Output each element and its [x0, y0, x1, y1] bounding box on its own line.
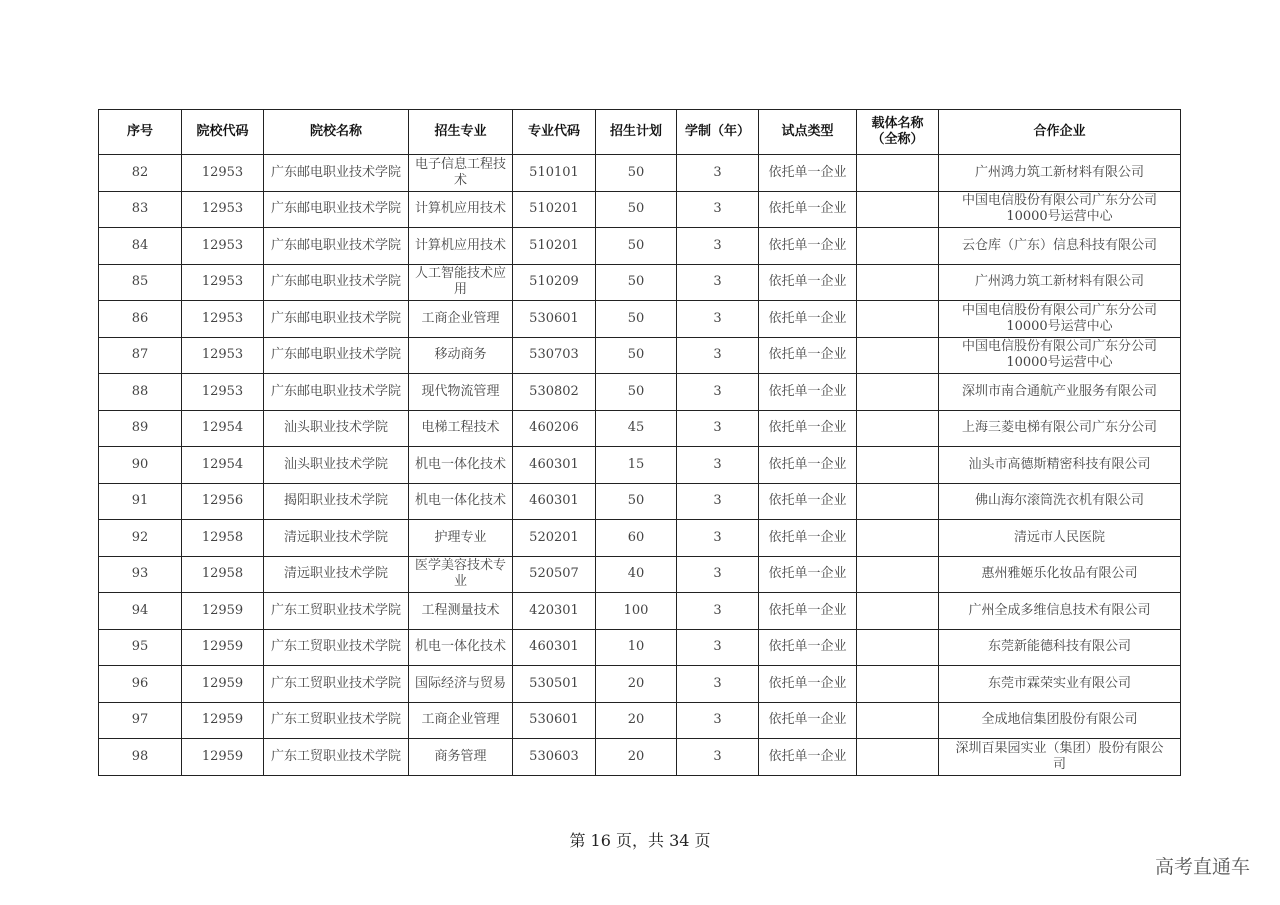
- cell-major: 计算机应用技术: [409, 191, 513, 228]
- cell-index: 83: [99, 191, 182, 228]
- header-school-name: 院校名称: [264, 110, 409, 155]
- header-plan: 招生计划: [596, 110, 677, 155]
- cell-carrier-name: [857, 155, 939, 192]
- cell-index: 92: [99, 520, 182, 557]
- cell-plan: 15: [596, 447, 677, 484]
- cell-school-code: 12953: [182, 264, 264, 301]
- table-row: [99, 337, 1181, 374]
- cell-partner: 云仓库（广东）信息科技有限公司: [939, 228, 1181, 265]
- cell-major-code: 460301: [513, 483, 596, 520]
- cell-partner: 深圳百果园实业（集团）股份有限公司: [939, 739, 1181, 776]
- cell-pilot-type: 依托单一企业: [759, 374, 857, 411]
- cell-school-code: 12958: [182, 520, 264, 557]
- cell-pilot-type: 依托单一企业: [759, 556, 857, 593]
- cell-school-code: 12959: [182, 593, 264, 630]
- cell-duration: 3: [677, 666, 759, 703]
- cell-school-code: 12959: [182, 739, 264, 776]
- cell-school-name: 汕头职业技术学院: [264, 447, 409, 484]
- table-row: [99, 264, 1181, 301]
- cell-pilot-type: 依托单一企业: [759, 593, 857, 630]
- cell-carrier-name: [857, 374, 939, 411]
- cell-major: 人工智能技术应用: [409, 264, 513, 301]
- cell-duration: 3: [677, 702, 759, 739]
- cell-major-code: 460206: [513, 410, 596, 447]
- cell-partner: 佛山海尔滚筒洗衣机有限公司: [939, 483, 1181, 520]
- cell-index: 95: [99, 629, 182, 666]
- cell-duration: 3: [677, 374, 759, 411]
- cell-duration: 3: [677, 739, 759, 776]
- table-row: [99, 410, 1181, 447]
- cell-partner: 汕头市高德斯精密科技有限公司: [939, 447, 1181, 484]
- cell-major: 商务管理: [409, 739, 513, 776]
- cell-carrier-name: [857, 629, 939, 666]
- cell-plan: 20: [596, 702, 677, 739]
- cell-duration: 3: [677, 629, 759, 666]
- cell-plan: 50: [596, 337, 677, 374]
- table-row: [99, 191, 1181, 228]
- cell-plan: 100: [596, 593, 677, 630]
- cell-duration: 3: [677, 483, 759, 520]
- cell-partner: 上海三菱电梯有限公司广东分公司: [939, 410, 1181, 447]
- cell-school-name: 广东工贸职业技术学院: [264, 593, 409, 630]
- header-partner: 合作企业: [939, 110, 1181, 155]
- cell-major-code: 530501: [513, 666, 596, 703]
- cell-major-code: 520201: [513, 520, 596, 557]
- cell-school-name: 广东邮电职业技术学院: [264, 301, 409, 338]
- table-row: [99, 629, 1181, 666]
- cell-partner: 东莞新能德科技有限公司: [939, 629, 1181, 666]
- cell-partner: 清远市人民医院: [939, 520, 1181, 557]
- cell-partner: 广州鸿力筑工新材料有限公司: [939, 264, 1181, 301]
- cell-carrier-name: [857, 337, 939, 374]
- cell-pilot-type: 依托单一企业: [759, 520, 857, 557]
- cell-index: 87: [99, 337, 182, 374]
- cell-carrier-name: [857, 410, 939, 447]
- cell-school-code: 12953: [182, 337, 264, 374]
- cell-major: 现代物流管理: [409, 374, 513, 411]
- cell-pilot-type: 依托单一企业: [759, 702, 857, 739]
- cell-plan: 50: [596, 374, 677, 411]
- cell-partner: 中国电信股份有限公司广东分公司10000号运营中心: [939, 301, 1181, 338]
- cell-school-name: 广东邮电职业技术学院: [264, 155, 409, 192]
- cell-major: 国际经济与贸易: [409, 666, 513, 703]
- cell-index: 82: [99, 155, 182, 192]
- cell-plan: 20: [596, 739, 677, 776]
- cell-duration: 3: [677, 593, 759, 630]
- table-body: [99, 155, 1181, 776]
- cell-partner: 深圳市南合通航产业服务有限公司: [939, 374, 1181, 411]
- header-carrier-name: 载体名称（全称）: [857, 110, 939, 155]
- cell-major-code: 530603: [513, 739, 596, 776]
- cell-pilot-type: 依托单一企业: [759, 666, 857, 703]
- cell-pilot-type: 依托单一企业: [759, 447, 857, 484]
- cell-plan: 50: [596, 228, 677, 265]
- header-duration: 学制（年）: [677, 110, 759, 155]
- cell-pilot-type: 依托单一企业: [759, 410, 857, 447]
- cell-school-code: 12953: [182, 301, 264, 338]
- cell-carrier-name: [857, 666, 939, 703]
- cell-index: 98: [99, 739, 182, 776]
- cell-partner: 广州全成多维信息技术有限公司: [939, 593, 1181, 630]
- header-major-code: 专业代码: [513, 110, 596, 155]
- cell-carrier-name: [857, 739, 939, 776]
- cell-pilot-type: 依托单一企业: [759, 337, 857, 374]
- cell-carrier-name: [857, 264, 939, 301]
- cell-school-name: 清远职业技术学院: [264, 520, 409, 557]
- cell-index: 86: [99, 301, 182, 338]
- cell-carrier-name: [857, 228, 939, 265]
- cell-school-code: 12953: [182, 191, 264, 228]
- table-row: [99, 155, 1181, 192]
- cell-pilot-type: 依托单一企业: [759, 483, 857, 520]
- cell-pilot-type: 依托单一企业: [759, 155, 857, 192]
- cell-pilot-type: 依托单一企业: [759, 739, 857, 776]
- cell-school-code: 12959: [182, 666, 264, 703]
- cell-duration: 3: [677, 264, 759, 301]
- cell-school-code: 12953: [182, 155, 264, 192]
- cell-school-name: 汕头职业技术学院: [264, 410, 409, 447]
- cell-major: 护理专业: [409, 520, 513, 557]
- cell-partner: 东莞市霖荣实业有限公司: [939, 666, 1181, 703]
- cell-carrier-name: [857, 191, 939, 228]
- cell-index: 93: [99, 556, 182, 593]
- cell-major: 工程测量技术: [409, 593, 513, 630]
- cell-school-name: 广东邮电职业技术学院: [264, 337, 409, 374]
- cell-school-code: 12959: [182, 629, 264, 666]
- table-row: [99, 301, 1181, 338]
- enrollment-table: [98, 109, 1181, 776]
- cell-index: 90: [99, 447, 182, 484]
- cell-school-name: 广东工贸职业技术学院: [264, 739, 409, 776]
- cell-plan: 50: [596, 301, 677, 338]
- cell-carrier-name: [857, 483, 939, 520]
- cell-index: 97: [99, 702, 182, 739]
- cell-duration: 3: [677, 301, 759, 338]
- cell-plan: 45: [596, 410, 677, 447]
- cell-duration: 3: [677, 337, 759, 374]
- cell-duration: 3: [677, 410, 759, 447]
- cell-major-code: 460301: [513, 447, 596, 484]
- header-major: 招生专业: [409, 110, 513, 155]
- cell-partner: 中国电信股份有限公司广东分公司10000号运营中心: [939, 191, 1181, 228]
- cell-school-name: 广东工贸职业技术学院: [264, 702, 409, 739]
- cell-school-name: 广东邮电职业技术学院: [264, 374, 409, 411]
- cell-plan: 10: [596, 629, 677, 666]
- cell-carrier-name: [857, 702, 939, 739]
- cell-school-code: 12954: [182, 447, 264, 484]
- cell-partner: 广州鸿力筑工新材料有限公司: [939, 155, 1181, 192]
- cell-duration: 3: [677, 447, 759, 484]
- cell-major-code: 510101: [513, 155, 596, 192]
- cell-school-name: 广东工贸职业技术学院: [264, 629, 409, 666]
- table-row: [99, 520, 1181, 557]
- cell-duration: 3: [677, 520, 759, 557]
- cell-major-code: 510209: [513, 264, 596, 301]
- cell-major: 工商企业管理: [409, 702, 513, 739]
- cell-school-name: 揭阳职业技术学院: [264, 483, 409, 520]
- cell-index: 94: [99, 593, 182, 630]
- cell-major-code: 530802: [513, 374, 596, 411]
- cell-major-code: 530703: [513, 337, 596, 374]
- cell-index: 84: [99, 228, 182, 265]
- table-header-row: [99, 110, 1181, 155]
- cell-duration: 3: [677, 191, 759, 228]
- cell-major: 医学美容技术专业: [409, 556, 513, 593]
- cell-plan: 50: [596, 483, 677, 520]
- cell-index: 88: [99, 374, 182, 411]
- cell-partner: 中国电信股份有限公司广东分公司10000号运营中心: [939, 337, 1181, 374]
- table-row: [99, 447, 1181, 484]
- table-row: [99, 483, 1181, 520]
- cell-major-code: 460301: [513, 629, 596, 666]
- cell-major: 机电一体化技术: [409, 483, 513, 520]
- cell-index: 96: [99, 666, 182, 703]
- cell-school-name: 清远职业技术学院: [264, 556, 409, 593]
- header-index: 序号: [99, 110, 182, 155]
- cell-major: 移动商务: [409, 337, 513, 374]
- cell-pilot-type: 依托单一企业: [759, 301, 857, 338]
- header-school-code: 院校代码: [182, 110, 264, 155]
- table-row: [99, 374, 1181, 411]
- cell-major: 计算机应用技术: [409, 228, 513, 265]
- cell-school-name: 广东邮电职业技术学院: [264, 228, 409, 265]
- table-row: [99, 739, 1181, 776]
- cell-duration: 3: [677, 228, 759, 265]
- cell-pilot-type: 依托单一企业: [759, 629, 857, 666]
- cell-school-code: 12953: [182, 374, 264, 411]
- cell-plan: 60: [596, 520, 677, 557]
- cell-carrier-name: [857, 556, 939, 593]
- cell-school-name: 广东工贸职业技术学院: [264, 666, 409, 703]
- watermark: 高考直通车: [1154, 856, 1250, 878]
- cell-school-name: 广东邮电职业技术学院: [264, 264, 409, 301]
- cell-school-code: 12953: [182, 228, 264, 265]
- cell-carrier-name: [857, 447, 939, 484]
- cell-major-code: 530601: [513, 301, 596, 338]
- cell-school-code: 12958: [182, 556, 264, 593]
- cell-carrier-name: [857, 593, 939, 630]
- cell-plan: 50: [596, 155, 677, 192]
- cell-major-code: 530601: [513, 702, 596, 739]
- cell-major: 工商企业管理: [409, 301, 513, 338]
- header-pilot-type: 试点类型: [759, 110, 857, 155]
- cell-carrier-name: [857, 520, 939, 557]
- cell-carrier-name: [857, 301, 939, 338]
- cell-major: 机电一体化技术: [409, 447, 513, 484]
- cell-major-code: 510201: [513, 191, 596, 228]
- cell-major: 电梯工程技术: [409, 410, 513, 447]
- cell-index: 91: [99, 483, 182, 520]
- cell-school-code: 12959: [182, 702, 264, 739]
- table-row: [99, 593, 1181, 630]
- cell-pilot-type: 依托单一企业: [759, 264, 857, 301]
- table-row: [99, 556, 1181, 593]
- cell-duration: 3: [677, 155, 759, 192]
- cell-plan: 20: [596, 666, 677, 703]
- table-row: [99, 228, 1181, 265]
- cell-school-name: 广东邮电职业技术学院: [264, 191, 409, 228]
- table-row: [99, 702, 1181, 739]
- cell-major-code: 420301: [513, 593, 596, 630]
- cell-major: 电子信息工程技术: [409, 155, 513, 192]
- cell-plan: 40: [596, 556, 677, 593]
- cell-school-code: 12956: [182, 483, 264, 520]
- cell-pilot-type: 依托单一企业: [759, 228, 857, 265]
- cell-index: 89: [99, 410, 182, 447]
- cell-major-code: 510201: [513, 228, 596, 265]
- cell-plan: 50: [596, 264, 677, 301]
- cell-duration: 3: [677, 556, 759, 593]
- cell-major-code: 520507: [513, 556, 596, 593]
- cell-plan: 50: [596, 191, 677, 228]
- page-number: 第 16 页，共 34 页: [569, 831, 711, 850]
- cell-partner: 全成地信集团股份有限公司: [939, 702, 1181, 739]
- cell-school-code: 12954: [182, 410, 264, 447]
- cell-partner: 惠州雅姬乐化妆品有限公司: [939, 556, 1181, 593]
- table-row: [99, 666, 1181, 703]
- cell-major: 机电一体化技术: [409, 629, 513, 666]
- cell-pilot-type: 依托单一企业: [759, 191, 857, 228]
- cell-index: 85: [99, 264, 182, 301]
